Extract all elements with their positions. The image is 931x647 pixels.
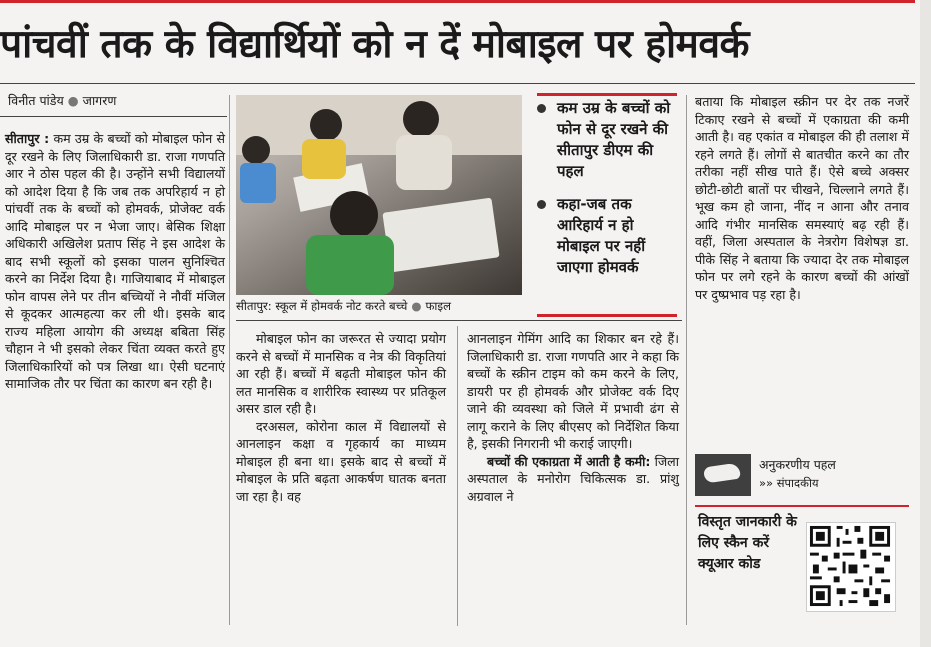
column-separator [686,95,687,625]
qr-code-icon[interactable] [806,522,896,612]
highlights-bottom-rule [537,314,677,317]
byline [8,92,116,109]
separator-dot-icon: ● [411,299,422,313]
highlight-item [537,98,677,182]
qr-prompt: विस्तृत जानकारी के लिए स्कैन करें क्यूआर कोड [698,514,797,572]
col2-paragraph-1: मोबाइल फोन का जरूरत से ज्यादा प्रयोग करने से बच्चों में मानसिक व नेत्र की विकृतियां आ रही हैं। बच्चों में बढ़ती मोबाइल फोन की लत मानसिक व शारीरिक स्वास्थ्य पर प्रतिकूल असर डाल रही है। [236,331,446,416]
adjacent-page-edge [920,0,931,647]
headline-divider [0,83,915,84]
byline-divider [0,116,227,117]
col2-paragraph-2: दरअसल, कोरोना काल में विद्यालयों से आनलाइन कक्षा व गृहकार्य का माध्यम मोबाइल ही बना था। इसके बाद से बच्चों में मोबाइल के प्रति बढ़ता आकर्षण घातक बनता जा रहा है। वह [236,418,446,504]
bullet-icon [537,200,546,209]
news-photo [236,95,522,295]
top-accent-line [0,0,915,3]
separator-dot-icon: ● [67,93,79,108]
col1-paragraph: कम उम्र के बच्चों को मोबाइल फोन से दूर रखने के लिए जिलाधिकारी डा. राजा गणपति आर ने ठोस पहल की है। उन्होंने सभी विद्यालयों को आदेश दिया है कि जब तक अपरिहार्य न हो पांचवीं तक के बच्चों को होमवर्क, प्रोजेक्ट वर्क आदि मोबाइल पर न भेजा जाए। बेसिक शिक्षा अधिकारी अखिलेश प्रताप सिंह ने इस आदेश के बाद सभी स्कूलों को इसका पालन सुनिश्चित करने का निर्देश दिया है। गाजियाबाद में मोबाइल फोन वापस लेने पर तीन बच्चियों ने नौवीं मंजिल से कूदकर आत्महत्या कर ली थी। इसके बाद राज्य महिला आयोग की अध्यक्ष बबिता सिंह चौहान ने भी इसको लेकर चिंता व्यक्त करते हुए जिलाधिकारियों को पत्र लिखा था। ऐसी घटनाएं सामाजिक तौर पर चिंता का कारण बन रही है। [5,131,225,391]
column-separator [457,326,458,626]
col3-paragraph-2: जिला अस्पताल के मनोरोग चिकित्सक डा. प्रांशु अग्रवाल ने [467,453,679,504]
column-separator [229,95,230,625]
headline: पांचवीं तक के विद्यार्थियों को न दें मोबाइल पर होमवर्क [0,22,749,67]
bullet-icon [537,104,546,113]
photo-caption [236,299,526,314]
caption-text: सीतापुर: स्कूल में होमवर्क नोट करते बच्चे [236,299,408,313]
editorial-pointer [695,451,915,499]
editorial-title: अनुकरणीय पहल [759,457,836,472]
article-column-2 [236,330,446,505]
photo-divider [236,320,682,321]
highlights-top-rule [537,93,677,96]
highlight-text: कम उम्र के बच्चों को फोन से दूर रखने की सीतापुर डीएम की पहल [557,99,671,180]
article-column-4 [695,93,909,303]
dateline: सीतापुर : [5,131,50,146]
editorial-link: »» संपादकीय [759,476,819,490]
col4-paragraph: बताया कि मोबाइल स्क्रीन पर देर तक नजरें टिकाए रखने से बच्चों में एकाग्रता की कमी आती है। वह एकांत व मोबाइल की ही तलाश में रहने लगते हैं। लोगों से बातचीत करने का तौर तरीका नहीं सीख पाते हैं। ऐसे बच्चे अक्सर छोटी-छोटी बातों पर चीखने, चिल्लाने लगते हैं। भूख कम हो जाना, नींद न आना और तनाव आदि गंभीर मानसिक समस्याएं बढ़ रही हैं। वहीं, जिला अस्पताल के नेत्ररोग विशेषज्ञ डा. पीके सिंह ने बताया कि ज्यादा देर तक मोबाइल फोन पर लगे रहने के कारण बच्चों की आंखों पर दुष्प्रभाव पड़ रहा है। [695,94,909,302]
qr-divider [695,505,909,507]
highlights-box [537,98,677,290]
col3-paragraph-1: आनलाइन गेमिंग आदि का शिकार बन रहे हैं। जिलाधिकारी डा. राजा गणपति आर ने कहा कि बच्चों के स्क्रीन टाइम को कम करने के लिए, डायरी पर ही होमवर्क और प्रोजेक्ट वर्क दिए जाने की व्यवस्था को जिले में प्रभावी ढंग से लागू कराने के लिए बीएसए को निर्देशित किया है, इसकी निगरानी भी कराई जाएगी। [467,331,679,451]
subheading: बच्चों की एकाग्रता में आती है कमी: [487,453,651,469]
highlight-text: कहा-जब तक आरिहार्य न हो मोबाइल पर नहीं जाएगा होमवर्क [557,195,646,276]
pointing-hand-icon [695,454,751,496]
photo-credit: फाइल [425,299,451,313]
highlight-item [537,194,677,278]
article-column-1 [5,130,225,393]
article-column-3 [467,330,679,505]
author-name: विनीत पांडेय [8,93,64,108]
source-name: जागरण [82,93,117,108]
